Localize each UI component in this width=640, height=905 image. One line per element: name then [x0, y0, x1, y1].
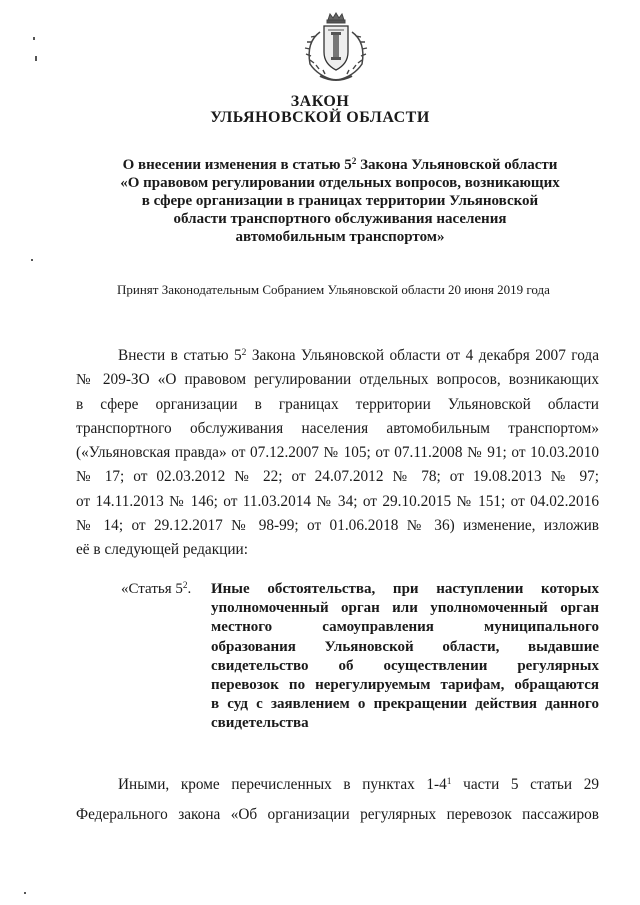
- article-line: местного самоуправления муниципального: [211, 619, 599, 636]
- scan-mark: [35, 56, 37, 61]
- text-line: транспортного обслуживания населения автомобильным транспортом»: [76, 419, 599, 437]
- law-title: ЗАКОН: [290, 93, 350, 110]
- law-heading: [90, 156, 590, 246]
- scan-mark: [33, 37, 35, 40]
- text-line: № 14; от 29.12.2017 № 98-99; от 01.06.2018 № 36) изменение, изложив: [76, 517, 599, 535]
- article-line: свидетельство об осуществлении регулярных: [211, 657, 599, 674]
- text-line: № 209-ЗО «О правовом регулировании отдельных вопросов, возникающих: [76, 371, 599, 389]
- heading-line: О внесении изменения в статью $5^2$ Закона Ульяновской области: [122, 156, 558, 173]
- paragraph-amendment: [76, 344, 599, 563]
- paragraph-article-text: [76, 770, 599, 830]
- article-line: образования Ульяновской области, выдавшие: [211, 638, 599, 655]
- scan-mark: [31, 259, 33, 261]
- text-line: в сфере организации в границах территории Ульяновской области: [76, 395, 599, 413]
- article-line: уполномоченный орган или уполномоченный орган: [211, 600, 599, 617]
- text-line: её в следующей редакции:: [76, 541, 248, 559]
- article-label: «Статья $5^2$.: [121, 580, 192, 597]
- article-line: перевозок по нерегулируемым тарифам, обращаются: [211, 676, 599, 693]
- text-line: Иными, кроме перечисленных в пунктах $1-4^1$ части 5 статьи 29: [118, 776, 599, 793]
- ulyanovsk-coat-of-arms-icon: [298, 12, 374, 84]
- heading-line: «О правовом регулировании отдельных вопросов, возникающих: [120, 175, 560, 191]
- article-title: [211, 580, 599, 734]
- scan-mark: [24, 892, 26, 894]
- adoption-note: Принят Законодательным Собранием Ульяновской области 20 июня 2019 года: [117, 282, 550, 297]
- text-line: («Ульяновская правда» от 07.12.2007 № 105; от 07.11.2008 № 91; от 10.03.2010: [76, 444, 599, 462]
- article-line: в суд с заявлением о прекращении действия данного: [211, 696, 599, 713]
- text-line: от 14.11.2013 № 146; от 11.03.2014 № 34; от 29.10.2015 № 151; от 04.02.2016: [76, 492, 599, 510]
- heading-line: области транспортного обслуживания населения: [173, 211, 507, 227]
- region-title: УЛЬЯНОВСКОЙ ОБЛАСТИ: [210, 109, 430, 126]
- heading-line: автомобильным транспортом»: [235, 229, 445, 245]
- article-line: Иные обстоятельства, при наступлении которых: [211, 581, 599, 597]
- text-line: № 17; от 02.03.2012 № 22; от 24.07.2012 № 78; от 19.08.2013 № 97;: [76, 468, 599, 486]
- text-line: Федерального закона «Об организации регулярных перевозок пассажиров: [76, 806, 599, 823]
- heading-line: в сфере организации в границах территории Ульяновской: [141, 193, 539, 209]
- text-line: Внести в статью $5^2$ Закона Ульяновской области от 4 декабря 2007 года: [118, 347, 599, 364]
- article-line: свидетельства: [211, 715, 309, 732]
